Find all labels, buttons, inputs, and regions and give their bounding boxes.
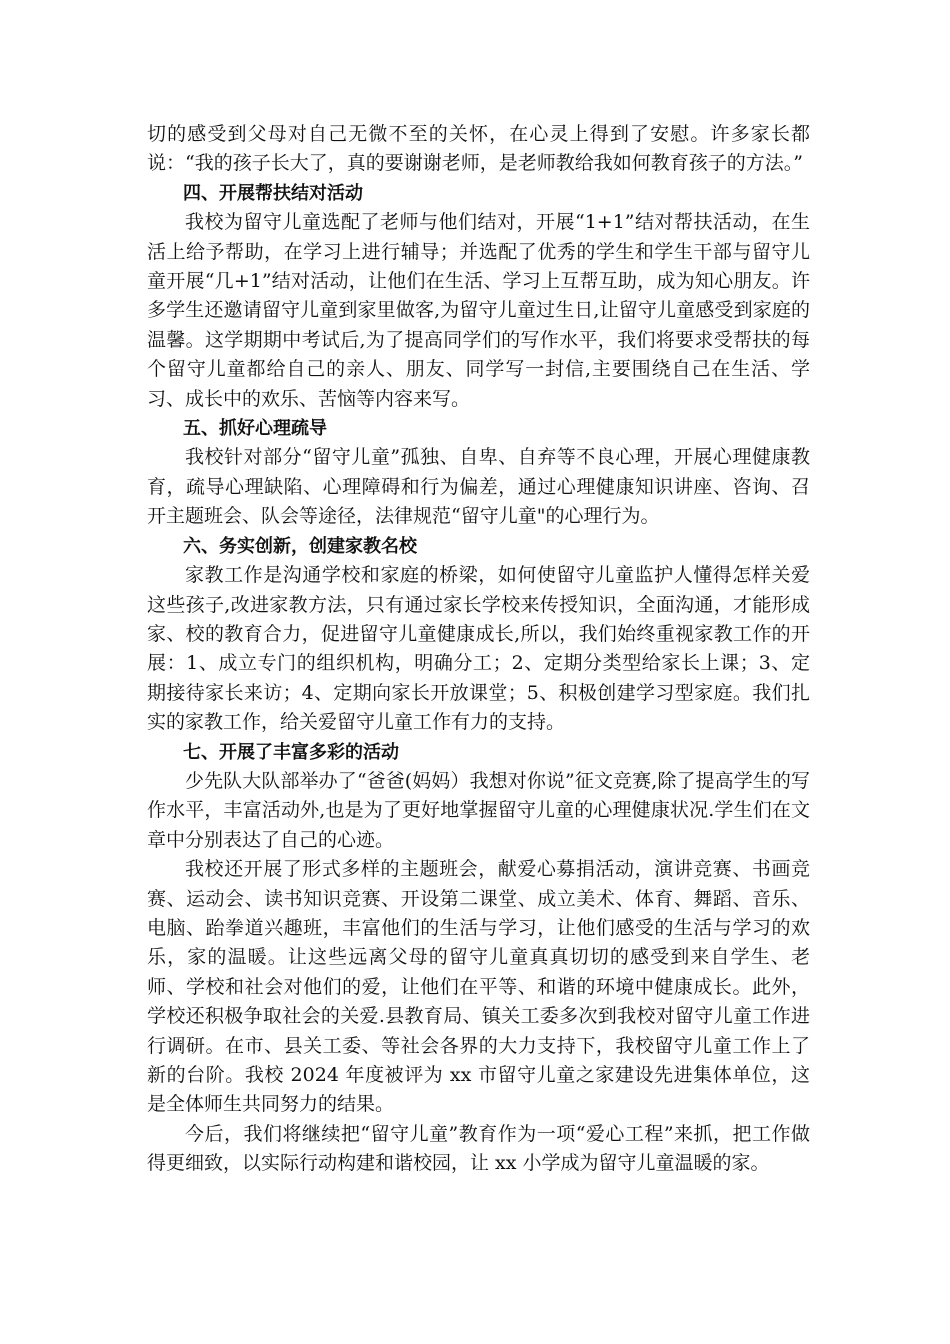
conclusion-paragraph: 今后，我们将继续把“留守儿童”教育作为一项“爱心工程”来抓，把工作做得更细致，以实际行动构建和谐校园，让 xx 小学成为留守儿童温暖的家。 — [147, 1122, 810, 1175]
section-heading-4: 四、开展帮扶结对活动 — [183, 182, 363, 204]
section-heading-6: 六、务实创新，创建家教名校 — [183, 535, 417, 557]
section-heading-7: 七、开展了丰富多彩的活动 — [183, 741, 399, 763]
section-paragraph-5: 我校针对部分“留守儿童”孤独、自卑、自弃等不良心理，开展心理健康教育，疏导心理缺陷、心理障碍和行为偏差，通过心理健康知识讲座、咨询、召开主题班会、队会等途径，法律规范“留守儿童"的心理行为。 — [147, 446, 810, 528]
section-paragraph-7a: 少先队大队部举办了“爸爸(妈妈）我想对你说”征文竞赛,除了提高学生的写作水平，丰富活动外,也是为了更好地掌握留守儿童的心理健康状况.学生们在文章中分别表达了自己的心迹。 — [147, 769, 810, 851]
section-paragraph-7b: 我校还开展了形式多样的主题班会，献爱心募捐活动，演讲竞赛、书画竞赛、运动会、读书知识竞赛、开设第二课堂、成立美术、体育、舞蹈、音乐、电脑、跆拳道兴趣班，丰富他们的生活与学习，让他们感受的生活与学习的欢乐，家的温暖。让这些远离父母的留守儿童真真切切的感受到来自学生、老师、学校和社会对他们的爱，让他们在平等、和谐的环境中健康成长。此外，学校还积极争取社会的关爱.县教育局、镇关工委多次到我校对留守儿童工作进行调研。在市、县关工委、等社会各界的大力支持下，我校留守儿童工作上了新的台阶。我校 2024 年度被评为 xx 市留守儿童之家建设先进集体单位，这是全体师生共同努力的结果。 — [147, 858, 810, 1116]
section-paragraph-4: 我校为留守儿童选配了老师与他们结对，开展“1+1”结对帮扶活动，在生活上给予帮助，在学习上进行辅导；并选配了优秀的学生和学生干部与留守儿童开展“几+1”结对活动，让他们在生活、学习上互帮互助，成为知心朋友。许多学生还邀请留守儿童到家里做客,为留守儿童过生日,让留守儿童感受到家庭的温馨。这学期期中考试后,为了提高同学们的写作水平，我们将要求受帮扶的每个留守儿童都给自己的亲人、朋友、同学写一封信,主要围绕自己在生活、学习、成长中的欢乐、苦恼等内容来写。 — [147, 211, 810, 410]
document-body — [147, 120, 810, 1179]
continuation-paragraph: 切的感受到父母对自己无微不至的关怀，在心灵上得到了安慰。许多家长都说：“我的孩子长大了，真的要谢谢老师，是老师教给我如何教育孩子的方法。” — [147, 123, 810, 175]
section-heading-5: 五、抓好心理疏导 — [183, 418, 327, 440]
section-paragraph-6: 家教工作是沟通学校和家庭的桥梁，如何使留守儿童监护人懂得怎样关爱这些孩子,改进家教方法，只有通过家长学校来传授知识，全面沟通，才能形成家、校的教育合力，促进留守儿童健康成长,所以，我们始终重视家教工作的开展：1、成立专门的组织机构，明确分工；2、定期分类型给家长上课；3、定期接待家长来访；4、定期向家长开放课堂；5、积极创建学习型家庭。我们扎实的家教工作，给关爱留守儿童工作有力的支持。 — [147, 564, 810, 734]
